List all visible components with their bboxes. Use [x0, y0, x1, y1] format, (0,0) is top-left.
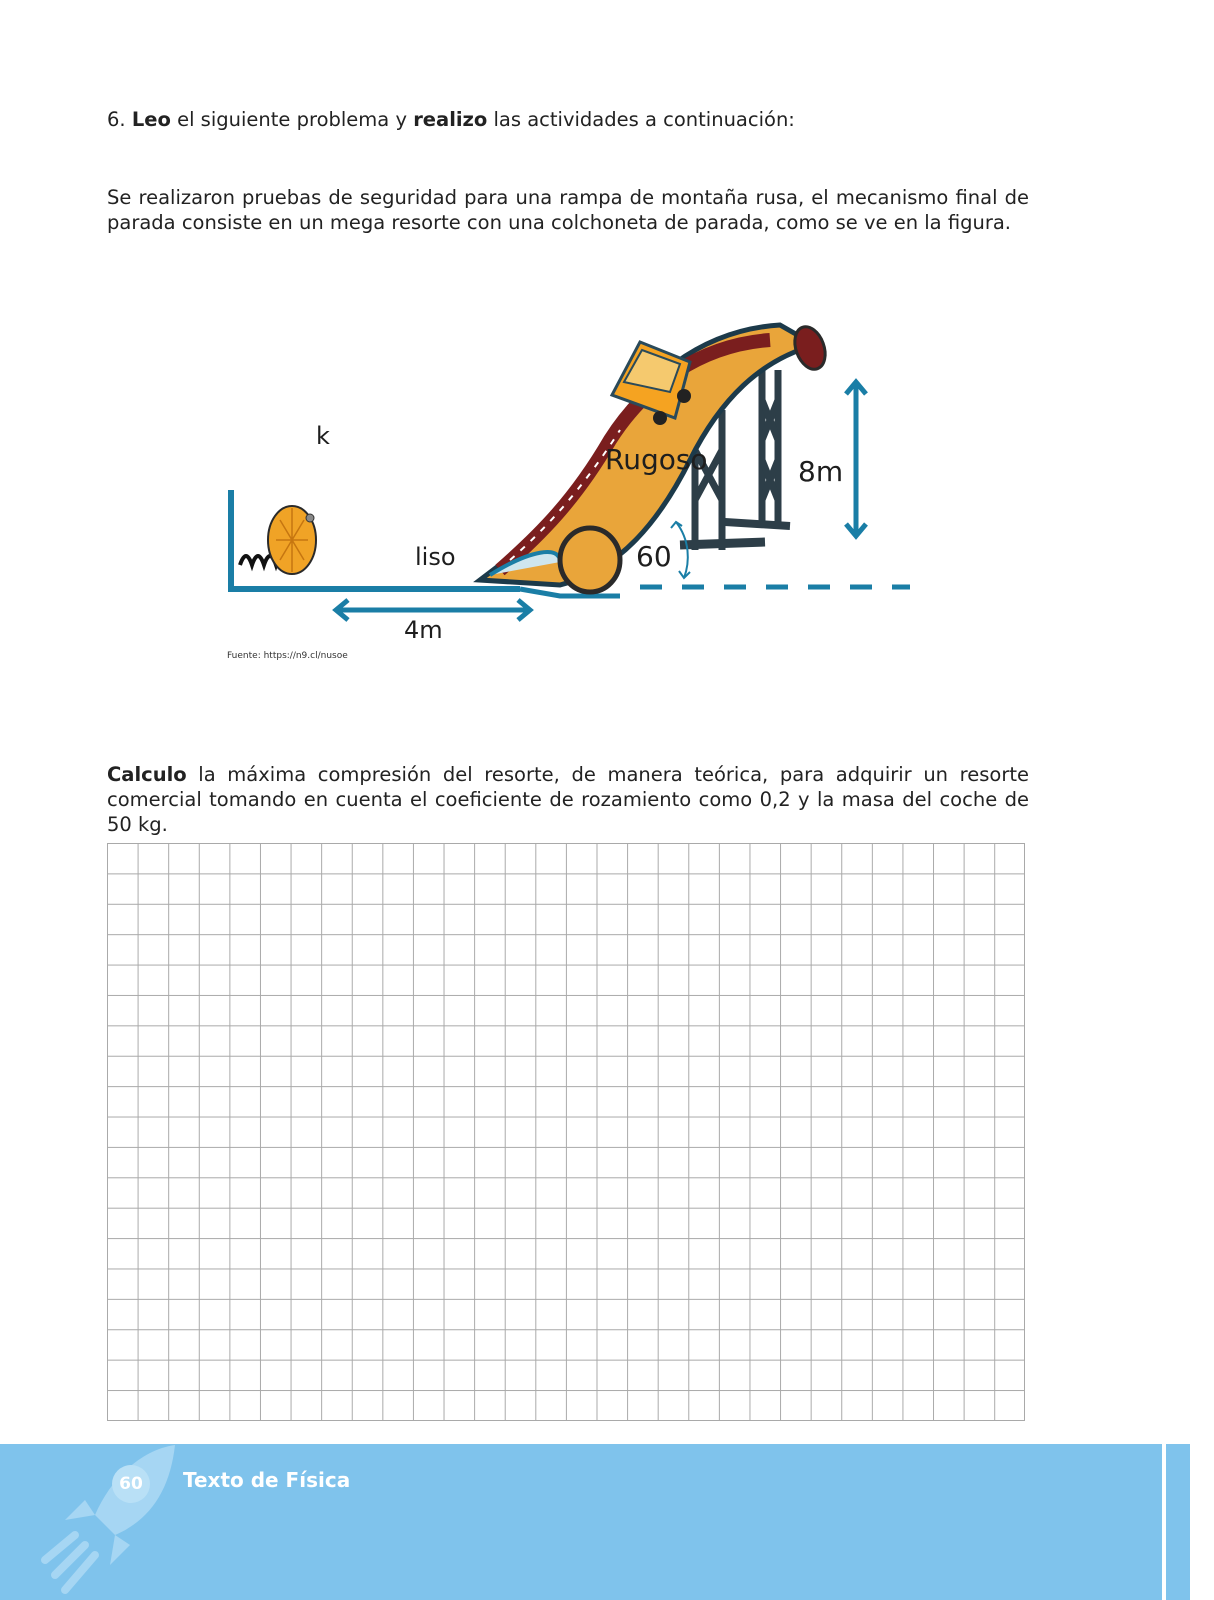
smooth-surface-label: liso	[415, 543, 456, 571]
answer-grid[interactable]	[107, 843, 1025, 1421]
spring-constant-label: k	[316, 422, 330, 450]
task-statement	[107, 762, 1029, 837]
question-text-a: el siguiente problema y	[170, 108, 414, 131]
question-verb-do: realizo	[413, 108, 488, 131]
distance-label: 4m	[404, 616, 443, 644]
rocket-icon	[40, 1440, 180, 1600]
height-label: 8m	[798, 455, 844, 488]
task-verb: Calculo	[107, 763, 187, 786]
figure-source: Fuente: https://n9.cl/nusoe	[227, 651, 348, 661]
angle-arc	[671, 522, 690, 578]
angle-label: 60	[636, 540, 672, 573]
footer-side-bar	[1166, 1444, 1190, 1600]
roller-coaster-diagram	[0, 300, 1214, 680]
task-text: la máxima compresión del resorte, de manera teórica, para adquirir un resorte comercial tomando en cuenta el coeficiente de rozamiento como 0,2 y la masa del coche de 50 kg.	[107, 763, 1029, 836]
question-text-b: las actividades a continuación:	[487, 108, 795, 131]
question-heading	[107, 108, 795, 131]
roller-coaster-figure	[0, 300, 1214, 680]
height-arrow	[846, 382, 866, 536]
question-verb-read: Leo	[131, 108, 171, 131]
question-number: 6.	[107, 108, 126, 131]
page-number: 60	[112, 1465, 150, 1503]
rough-surface-label: Rugoso	[605, 443, 708, 476]
book-title: Texto de Física	[183, 1468, 351, 1492]
problem-statement: Se realizaron pruebas de seguridad para una rampa de montaña rusa, el mecanismo final de parada consiste en un mega resorte con una colchoneta de parada, como se ve en la figura.	[107, 186, 1029, 234]
cushion	[268, 506, 316, 574]
